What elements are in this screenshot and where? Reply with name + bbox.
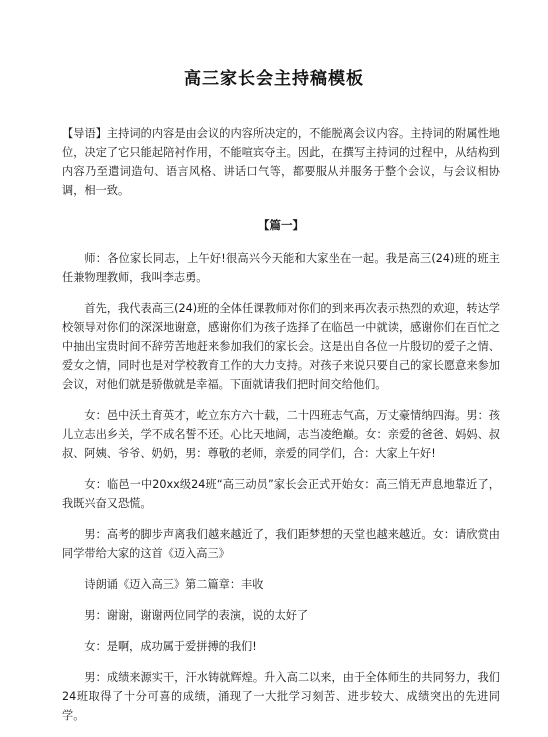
body-paragraph: 男：高考的脚步声离我们越来越近了，我们距梦想的天堂也越来越近。女：请欣赏由同学带给大家的这首《迈入高三》 xyxy=(62,528,500,560)
document-body xyxy=(62,124,500,737)
body-paragraph: 男：谢谢，谢谢两位同学的表演，说的太好了 xyxy=(84,609,309,622)
body-paragraph: 女：是啊，成功属于爱拼搏的我们! xyxy=(84,640,257,653)
document-title: 高三家长会主持稿模板 xyxy=(184,69,364,89)
body-paragraph: 首先，我代表高三(24)班的全体任课教师对你们的到来再次表示热烈的欢迎，转达学校领导对你们的深深地谢意，感谢你们为孩子选择了在临邑一中就读，感谢你们在百忙之中抽出宝贵时间不辞劳苦地赶来参加我们的家长会。这是出自各位一片殷切的爱子之情、爱女之情，同时也是对学校教育工作的大力支持。对孩子来说只要自己的家长愿意来参加会议，对他们就是骄傲就是幸福。下面就请我们把时间交给他们。 xyxy=(62,302,500,391)
body-paragraph: 诗朗诵《迈入高三》第二篇章：丰收 xyxy=(84,578,264,591)
body-paragraph: 男：成绩来源实干，汗水铸就辉煌。升入高二以来，由于全体师生的共同努力，我们24班取得了十分可喜的成绩，涌现了一大批学习刻苦、进步较大、成绩突出的先进同学。 xyxy=(62,671,500,722)
body-paragraph: 女：临邑一中20xx级24班“高三动员”家长会正式开始女：高三悄无声息地靠近了，我既兴奋又恐慌。 xyxy=(62,478,500,510)
section-heading: 【篇一】 xyxy=(258,218,304,232)
body-paragraph: 师：各位家长同志，上午好!很高兴今天能和大家坐在一起。我是高三(24)班的班主任兼物理教师，我叫李志勇。 xyxy=(62,252,500,284)
lead-paragraph: 【导语】主持词的内容是由会议的内容所决定的，不能脱离会议内容。主持词的附属性地位，决定了它只能起陪衬作用，不能喧宾夺主。因此，在撰写主持词的过程中，从结构到内容乃至遣词造句、语言风格、讲话口气等，都要服从并服务于整个会议，与会议相协调，相一致。 xyxy=(62,127,500,197)
body-paragraph: 女：邑中沃土育英才，屹立东方六十载，二十四班志气高，万丈豪情纳四海。男：孩儿立志出乡关，学不成名誓不还。心比天地阔，志当凌绝巅。女：亲爱的爸爸、妈妈、叔叔、阿姨、爷爷、奶奶，男：尊敬的老师，亲爱的同学们，合：大家上午好! xyxy=(62,409,500,460)
